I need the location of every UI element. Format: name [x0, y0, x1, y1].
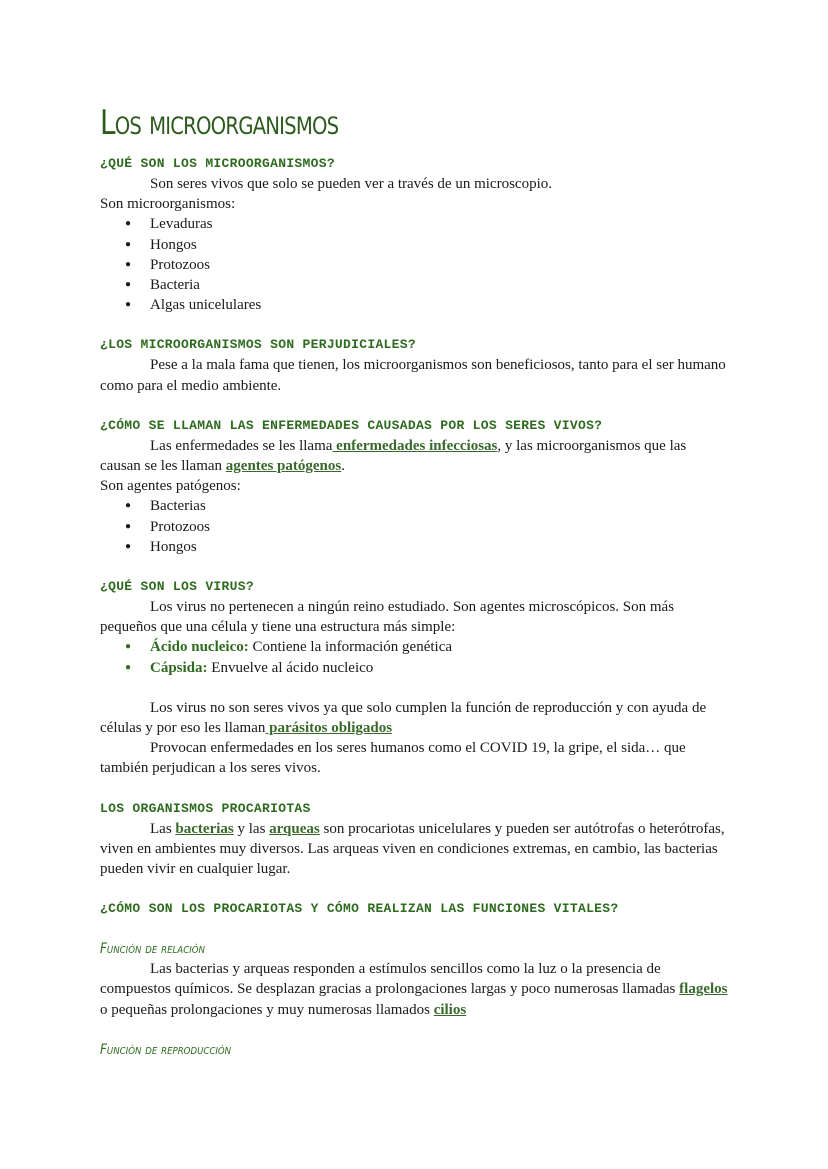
page-title: Los microorganismos — [100, 103, 339, 143]
section-heading-funciones-vitales: ¿CÓMO SON LOS PROCARIOTAS Y CÓMO REALIZAN LAS FUNCIONES VITALES? — [100, 901, 619, 917]
document-page — [100, 100, 730, 1060]
link-parasitos-obligados[interactable]: parásitos obligados — [265, 720, 393, 737]
list-item: ● Hongos — [100, 235, 730, 255]
list-item: ● Protozoos — [100, 255, 730, 275]
list-item: ● Bacterias — [100, 496, 730, 516]
section-heading-microorganismos: ¿QUÉ SON LOS MICROORGANISMOS? — [100, 156, 335, 171]
link-flagelos[interactable]: flagelos — [679, 981, 728, 998]
paragraph: Son agentes patógenos: — [100, 478, 241, 495]
term-acido-nucleico: Ácido nucleico: — [150, 639, 249, 656]
paragraph: Las enfermedades se les llama enfermedades infecciosas, y las microorganismos que las causan se les llaman agentes patógenos. — [100, 437, 687, 475]
list-item: ● Cápsida: Envuelve al ácido nucleico — [100, 658, 730, 678]
list-item: ● Algas unicelulares — [100, 295, 730, 315]
paragraph: Los virus no pertenecen a ningún reino estudiado. Son agentes microscópicos. Son más pequeños que una célula y tiene una estructura más simple: — [100, 599, 675, 636]
list-item: ● Bacteria — [100, 275, 730, 295]
link-agentes-patogenos[interactable]: agentes patógenos — [225, 458, 342, 475]
paragraph: Las bacterias y arqueas responden a estímulos sencillos como la luz o la presencia de compuestos químicos. Se desplazan gracias a prolongaciones largas y poco numerosas llamadas flagelos o pequeñas prolongaciones y muy numerosas llamados cilios — [100, 961, 728, 1018]
paragraph: Provocan enfermedades en los seres humanos como el COVID 19, la gripe, el sida… que también perjudican a los seres vivos. — [100, 740, 686, 777]
list-item: ● Protozoos — [100, 517, 730, 537]
list-item: ● Ácido nucleico: Contiene la información genética — [100, 637, 730, 657]
section-heading-enfermedades: ¿CÓMO SE LLAMAN LAS ENFERMEDADES CAUSADAS POR LOS SERES VIVOS? — [100, 417, 603, 433]
link-bacterias[interactable]: bacterias — [175, 820, 234, 837]
bullet-list-microorganismos — [100, 214, 730, 315]
list-item: ● Hongos — [100, 537, 730, 557]
paragraph: Son seres vivos que solo se pueden ver a través de un microscopio. — [150, 176, 552, 192]
section-heading-perjudiciales: ¿LOS MICROORGANISMOS SON PERJUDICIALES? — [100, 337, 416, 353]
paragraph: Los virus no son seres vivos ya que solo cumplen la función de reproducción y con ayuda de células y por eso les llaman parásitos obligados — [100, 699, 707, 737]
bullet-list-patogenos — [100, 496, 730, 557]
section-heading-virus: ¿QUÉ SON LOS VIRUS? — [100, 579, 254, 595]
paragraph: Pese a la mala fama que tienen, los microorganismos son beneficiosos, tanto para el ser humano como para el medio ambiente. — [100, 357, 726, 394]
bullet-list-virus-estructura — [100, 637, 730, 677]
link-arqueas[interactable]: arqueas — [269, 820, 320, 837]
paragraph: Son microorganismos: — [100, 196, 236, 213]
term-capsida: Cápsida: — [150, 659, 208, 676]
link-enfermedades-infecciosas[interactable]: enfermedades infecciosas — [332, 437, 498, 454]
subheading-funcion-reproduccion: Función de reproducción — [100, 1041, 232, 1058]
link-cilios[interactable]: cilios — [433, 1001, 467, 1018]
section-heading-procariotas: LOS ORGANISMOS PROCARIOTAS — [100, 800, 311, 816]
paragraph: Las bacterias y las arqueas son procariotas unicelulares y pueden ser autótrofas o heterótrofas, viven en ambientes muy diversos. Las arqueas viven en condiciones extremas, en cambio, las bacterias pueden vivir en cualquier lugar. — [100, 820, 725, 878]
subheading-funcion-relacion: Función de relación — [100, 941, 205, 958]
list-item: ● Levaduras — [100, 214, 730, 234]
